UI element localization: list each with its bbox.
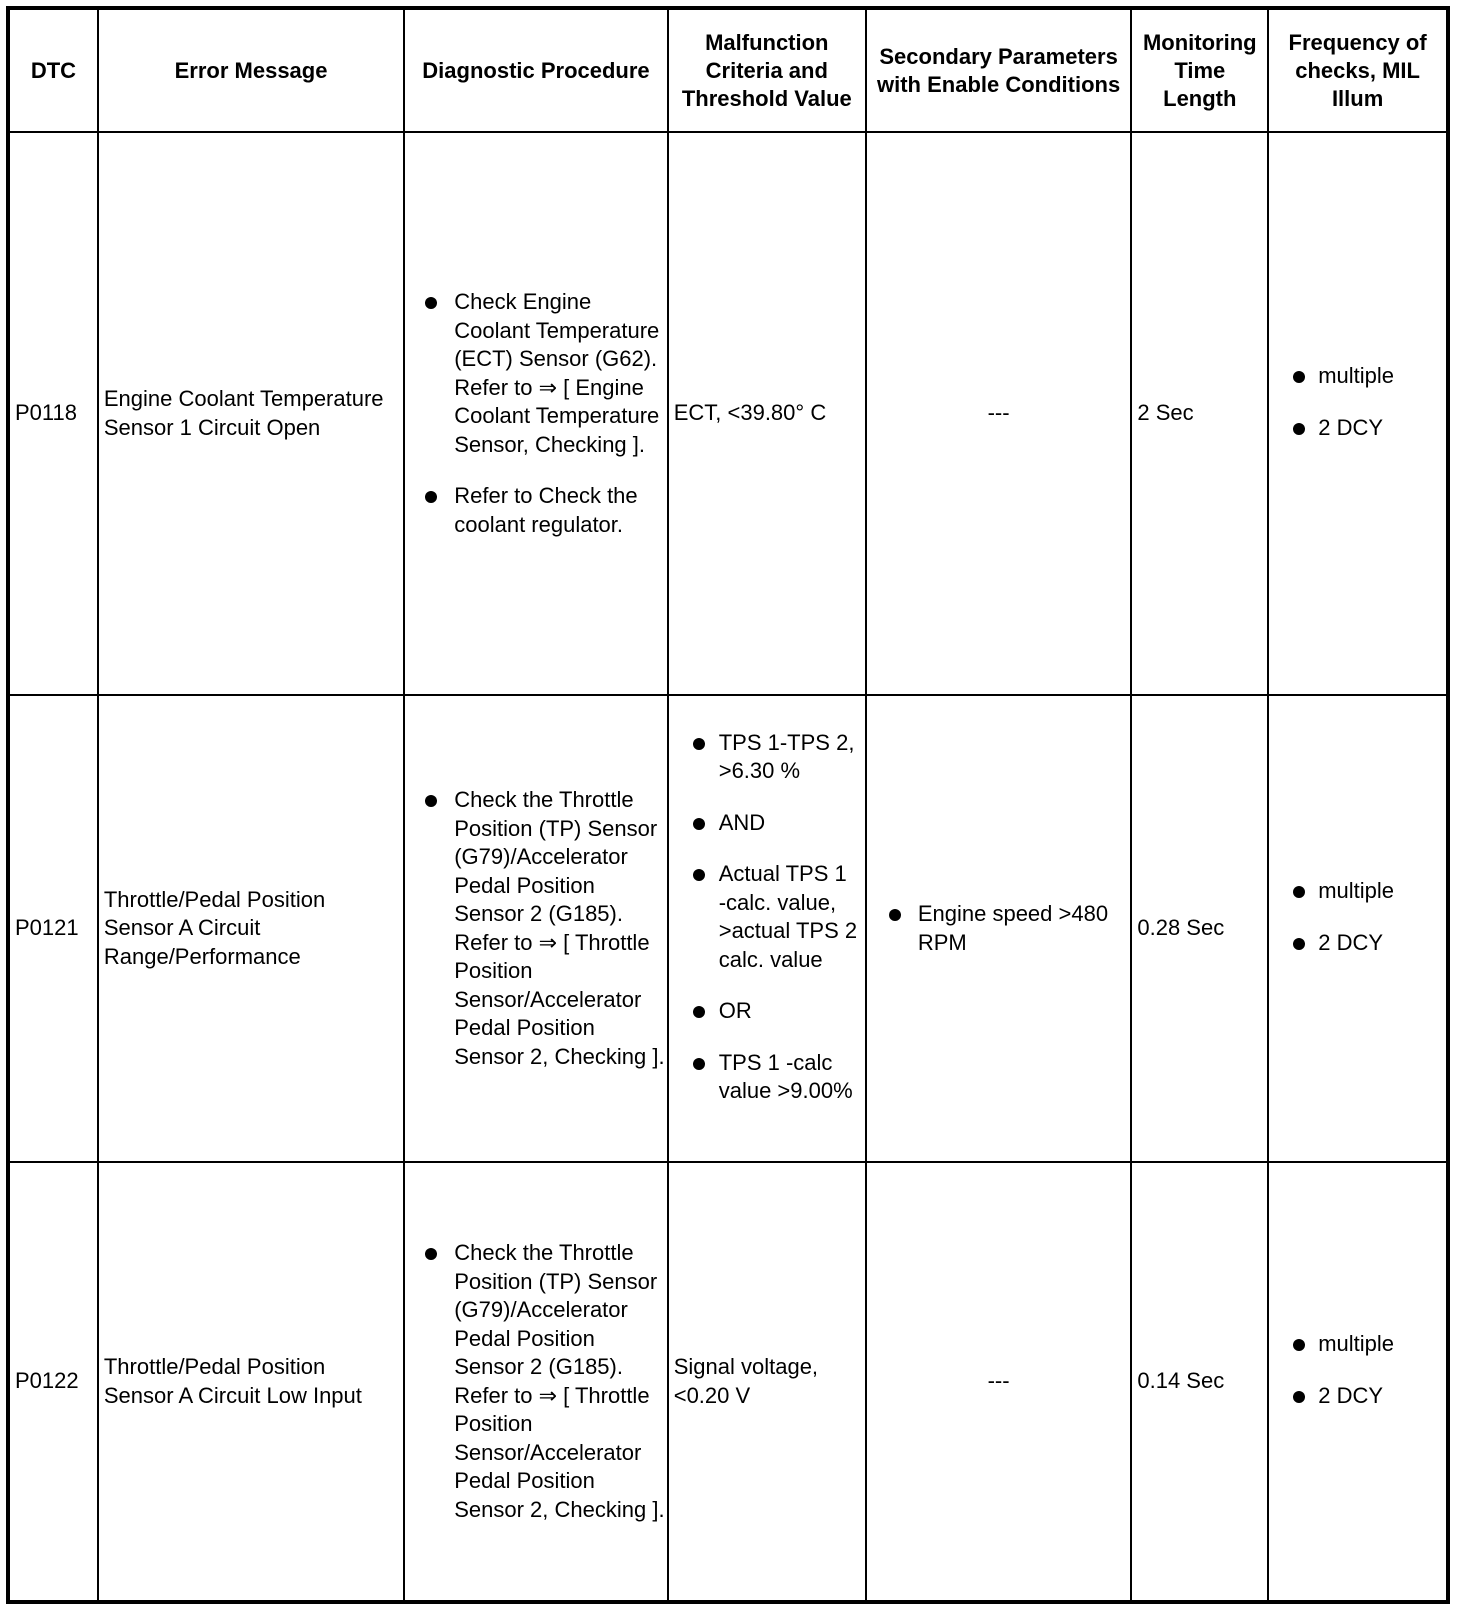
diagnostic-procedure (404, 132, 667, 695)
bullet-icon (425, 297, 437, 309)
error-message: Engine Coolant Temperature Sensor 1 Circuit Open (98, 132, 404, 695)
list-item (1274, 877, 1441, 906)
list-item (1274, 414, 1441, 443)
diagnostic-procedure-list (408, 786, 664, 1071)
list-item-text: 2 DCY (1318, 414, 1384, 440)
bullet-icon (693, 869, 705, 881)
list-item-text: OR (718, 998, 752, 1023)
list-item-text: Check Engine Coolant Temperature (ECT) Sensor (G62). Refer to ⇒ [ Engine Coolant Temperature Sensor, Checking ]. (454, 289, 660, 457)
bullet-icon (1293, 371, 1305, 383)
list-item-text: multiple (1318, 878, 1395, 903)
list-item-text: multiple (1318, 363, 1395, 388)
list-item-text: 2 DCY (1318, 1382, 1384, 1408)
bullet-icon (889, 909, 901, 921)
malfunction-criteria: ECT, <39.80° C (668, 132, 866, 695)
list-item-text: 2 DCY (1318, 929, 1384, 955)
list-item (408, 786, 664, 1071)
bullet-icon (693, 738, 705, 750)
list-item-text: Actual TPS 1 -calc. value, >actual TPS 2 calc. value (718, 861, 858, 972)
monitoring-time: 0.14 Sec (1131, 1162, 1268, 1602)
bullet-icon (693, 1058, 705, 1070)
error-message: Throttle/Pedal Position Sensor A Circuit Range/Performance (98, 695, 404, 1162)
header-row (8, 8, 1448, 132)
header-monitoring-time: Monitoring Time Length (1131, 8, 1268, 132)
header-dtc: DTC (8, 8, 98, 132)
diagnostic-procedure (404, 1162, 667, 1602)
table-row (8, 1162, 1448, 1602)
header-diagnostic-procedure: Diagnostic Procedure (404, 8, 667, 132)
dtc-code: P0122 (8, 1162, 98, 1602)
list-item (872, 900, 1126, 957)
bullet-icon (1293, 1339, 1305, 1351)
monitoring-time: 2 Sec (1131, 132, 1268, 695)
list-item (408, 1239, 664, 1524)
header-secondary-parameters: Secondary Parameters with Enable Conditions (866, 8, 1132, 132)
diagnostic-procedure (404, 695, 667, 1162)
frequency-list (1274, 877, 1441, 957)
list-item (1274, 1330, 1441, 1359)
malfunction-criteria: Signal voltage, <0.20 V (668, 1162, 866, 1602)
list-item (408, 288, 664, 459)
frequency (1268, 1162, 1448, 1602)
malfunction-criteria-list (674, 729, 860, 1106)
frequency (1268, 132, 1448, 695)
list-item-text: TPS 1 -calc value >9.00% (718, 1049, 853, 1103)
list-item-text: TPS 1-TPS 2, >6.30 % (718, 729, 855, 783)
list-item (1274, 362, 1441, 391)
list-item-text: Check the Throttle Position (TP) Sensor (G79)/Accelerator Pedal Position Sensor 2 (G185). Refer to ⇒ [ Throttle Position Sensor/Accelerator Pedal Position Sensor 2, Checking ]. (454, 787, 665, 1069)
list-item-text: AND (718, 809, 766, 835)
dtc-code: P0118 (8, 132, 98, 695)
malfunction-criteria (668, 695, 866, 1162)
error-message: Throttle/Pedal Position Sensor A Circuit Low Input (98, 1162, 404, 1602)
list-item (408, 482, 664, 539)
frequency (1268, 695, 1448, 1162)
frequency-list (1274, 1330, 1441, 1410)
secondary-parameters-list (872, 900, 1126, 957)
list-item (674, 997, 860, 1026)
secondary-parameters: --- (866, 132, 1132, 695)
list-item (674, 729, 860, 786)
list-item-text: Refer to Check the coolant regulator. (454, 483, 638, 537)
frequency-list (1274, 362, 1441, 442)
bullet-icon (1293, 423, 1305, 435)
bullet-icon (1293, 938, 1305, 950)
list-item-text: Check the Throttle Position (TP) Sensor (G79)/Accelerator Pedal Position Sensor 2 (G185). Refer to ⇒ [ Throttle Position Sensor/Accelerator Pedal Position Sensor 2, Checking ]. (454, 1240, 665, 1522)
list-item (674, 1049, 860, 1106)
bullet-icon (693, 1006, 705, 1018)
header-frequency: Frequency of checks, MIL Illum (1268, 8, 1448, 132)
list-item-text: Engine speed >480 RPM (917, 901, 1109, 955)
list-item (1274, 1382, 1441, 1411)
header-error-message: Error Message (98, 8, 404, 132)
secondary-parameters: --- (866, 1162, 1132, 1602)
diagnostic-procedure-list (408, 288, 664, 539)
header-malfunction-criteria: Malfunction Criteria and Threshold Value (668, 8, 866, 132)
list-item (674, 860, 860, 974)
dtc-code: P0121 (8, 695, 98, 1162)
diagnostic-procedure-list (408, 1239, 664, 1524)
bullet-icon (425, 491, 437, 503)
list-item (1274, 929, 1441, 958)
bullet-icon (425, 795, 437, 807)
dtc-table (6, 6, 1450, 1604)
list-item-text: multiple (1318, 1331, 1395, 1356)
table-row (8, 695, 1448, 1162)
bullet-icon (425, 1248, 437, 1260)
monitoring-time: 0.28 Sec (1131, 695, 1268, 1162)
list-item (674, 809, 860, 838)
table-row (8, 132, 1448, 695)
bullet-icon (1293, 1391, 1305, 1403)
bullet-icon (1293, 886, 1305, 898)
secondary-parameters (866, 695, 1132, 1162)
bullet-icon (693, 818, 705, 830)
